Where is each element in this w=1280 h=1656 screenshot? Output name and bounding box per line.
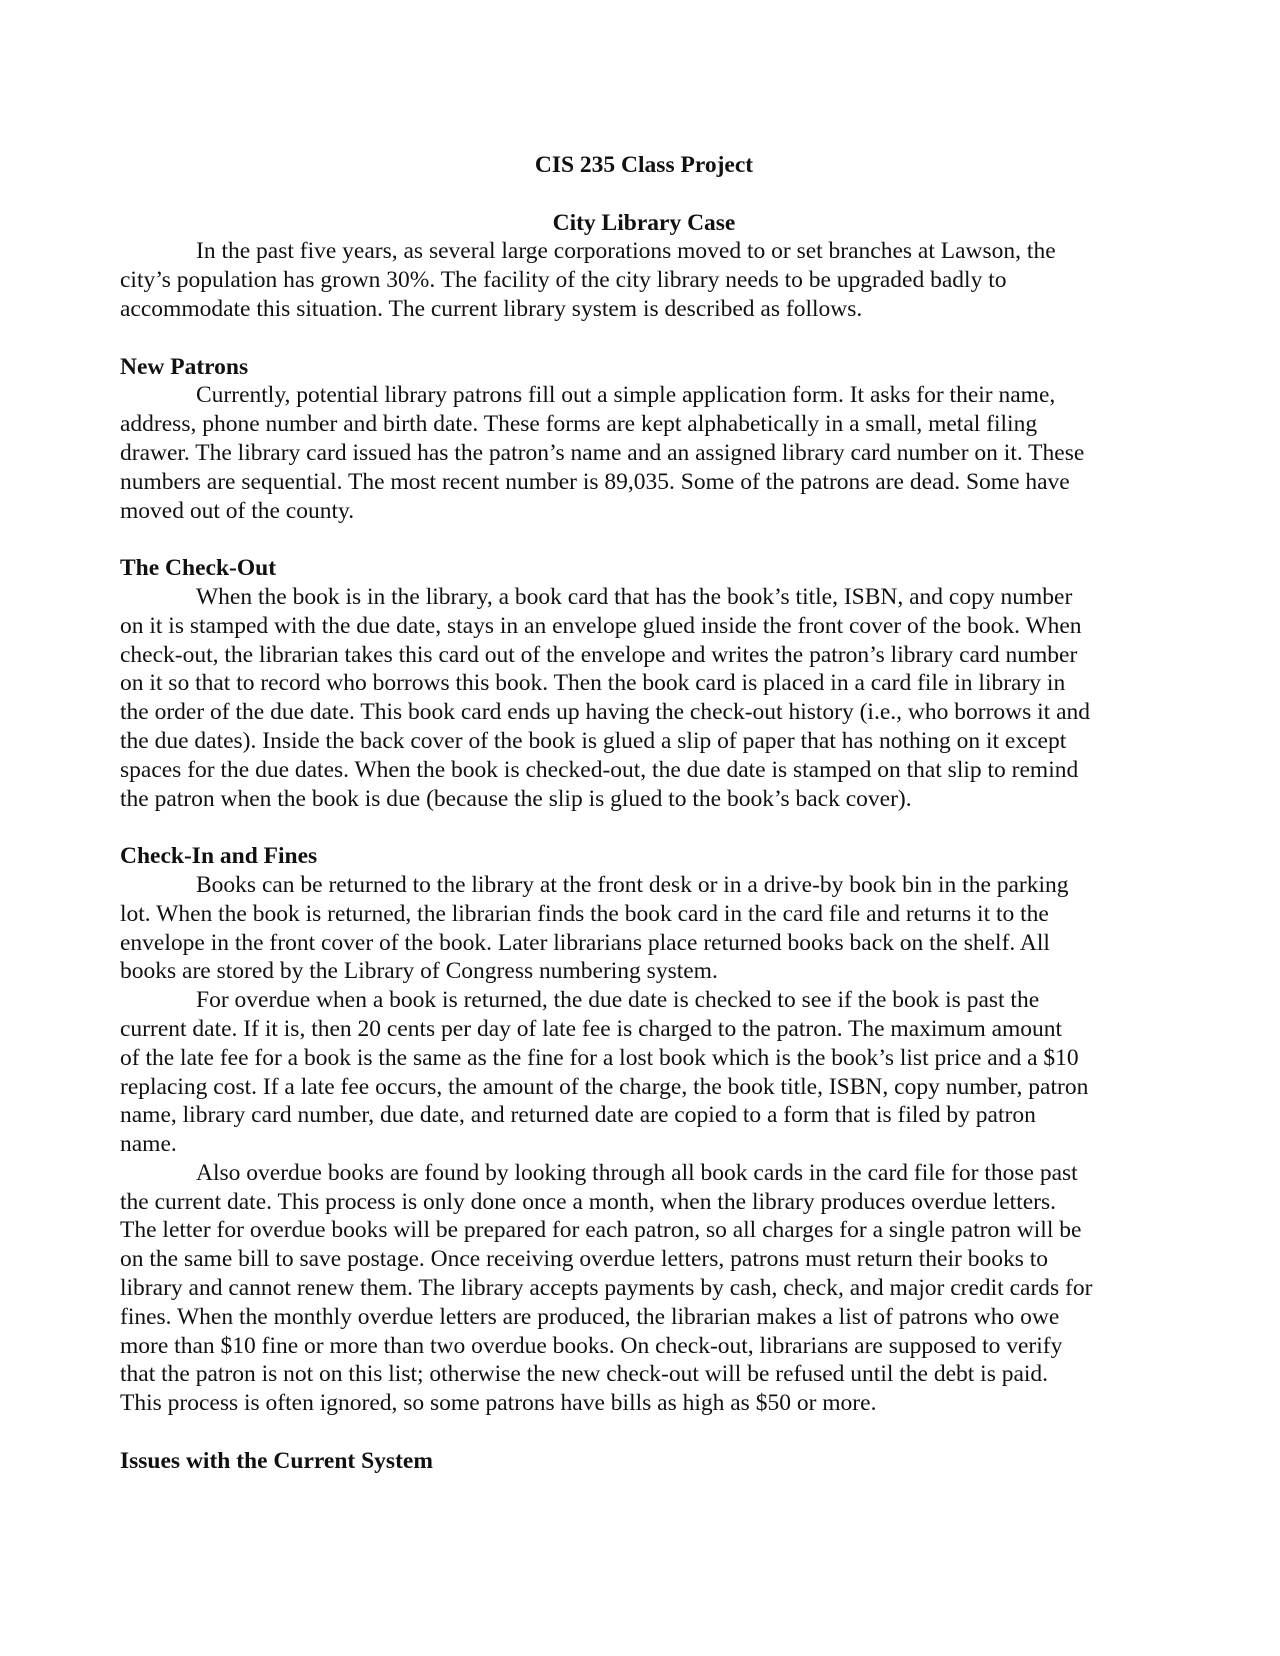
text-line: that the patron is not on this list; otherwise the new check-out will be refused until the debt is paid. bbox=[120, 1361, 1049, 1388]
text-line: lot. When the book is returned, the librarian finds the book card in the card file and returns it to the bbox=[120, 900, 1049, 927]
text-line: on the same bill to save postage. Once receiving overdue letters, patrons must return their books to bbox=[120, 1246, 1048, 1273]
text-line: Currently, potential library patrons fill out a simple application form. It asks for their name, bbox=[196, 382, 1056, 409]
text-line: Books can be returned to the library at the front desk or in a drive-by book bin in the parking bbox=[196, 871, 1069, 898]
overdue-letters-paragraph bbox=[120, 1159, 1168, 1418]
document-subtitle: City Library Case bbox=[552, 209, 736, 236]
text-line: library and cannot renew them. The library accepts payments by cash, check, and major credit cards for bbox=[120, 1275, 1093, 1302]
late-fee-paragraph bbox=[120, 986, 1168, 1159]
text-line: current date. If it is, then 20 cents per day of late fee is charged to the patron. The maximum amount bbox=[120, 1015, 1063, 1042]
new-patrons-paragraph bbox=[120, 381, 1168, 525]
text-line: the patron when the book is due (because the slip is glued to the book’s back cover). bbox=[120, 785, 912, 812]
document-body bbox=[120, 151, 1168, 1476]
check-in-paragraph bbox=[120, 871, 1168, 986]
section-heading-check-in-and-fines: Check-In and Fines bbox=[120, 843, 318, 870]
text-line: of the late fee for a book is the same as the fine for a lost book which is the book’s list price and a $10 bbox=[120, 1044, 1079, 1071]
text-line: numbers are sequential. The most recent number is 89,035. Some of the patrons are dead. Some have bbox=[120, 468, 1070, 495]
text-line: When the book is in the library, a book card that has the book’s title, ISBN, and copy number bbox=[196, 583, 1073, 610]
text-line: check-out, the librarian takes this card out of the envelope and writes the patron’s library card number bbox=[120, 641, 1078, 668]
text-line: city’s population has grown 30%. The facility of the city library needs to be upgraded badly to bbox=[120, 267, 1007, 294]
text-line: the current date. This process is only done once a month, when the library produces overdue letters. bbox=[120, 1188, 1057, 1215]
text-line: more than $10 fine or more than two overdue books. On check-out, librarians are supposed to verify bbox=[120, 1332, 1063, 1359]
text-line: books are stored by the Library of Congress numbering system. bbox=[120, 958, 718, 985]
text-line: spaces for the due dates. When the book is checked-out, the due date is stamped on that slip to remind bbox=[120, 756, 1079, 783]
text-line: the order of the due date. This book card ends up having the check-out history (i.e., who borrows it and bbox=[120, 699, 1090, 726]
text-line: address, phone number and birth date. These forms are kept alphabetically in a small, metal filing bbox=[120, 411, 1038, 438]
text-line: on it is stamped with the due date, stays in an envelope glued inside the front cover of the book. When bbox=[120, 612, 1082, 639]
text-line: name, library card number, due date, and returned date are copied to a form that is filed by patron bbox=[120, 1102, 1036, 1129]
section-heading-issues: Issues with the Current System bbox=[120, 1447, 433, 1474]
text-line: moved out of the county. bbox=[120, 497, 355, 524]
intro-paragraph bbox=[120, 237, 1168, 323]
text-line: Also overdue books are found by looking through all book cards in the card file for those past bbox=[196, 1159, 1078, 1186]
text-line: accommodate this situation. The current library system is described as follows. bbox=[120, 295, 863, 322]
text-line: drawer. The library card issued has the patron’s name and an assigned library card number on it. These bbox=[120, 439, 1085, 466]
text-line: For overdue when a book is returned, the due date is checked to see if the book is past the bbox=[196, 987, 1040, 1014]
text-line: fines. When the monthly overdue letters are produced, the librarian makes a list of patrons who owe bbox=[120, 1303, 1060, 1330]
text-line: on it so that to record who borrows this book. Then the book card is placed in a card file in library in bbox=[120, 670, 1066, 697]
text-line: the due dates). Inside the back cover of the book is glued a slip of paper that has nothing on it except bbox=[120, 727, 1067, 754]
text-line: In the past five years, as several large corporations moved to or set branches at Lawson, the bbox=[196, 238, 1056, 265]
section-heading-new-patrons: New Patrons bbox=[120, 353, 249, 380]
text-line: envelope in the front cover of the book. Later librarians place returned books back on the shelf. All bbox=[120, 929, 1050, 956]
text-line: The letter for overdue books will be prepared for each patron, so all charges for a single patron will be bbox=[120, 1217, 1082, 1244]
text-line: name. bbox=[120, 1131, 177, 1158]
text-line: This process is often ignored, so some patrons have bills as high as $50 or more. bbox=[120, 1390, 877, 1417]
text-line: replacing cost. If a late fee occurs, the amount of the charge, the book title, ISBN, copy number, patron bbox=[120, 1073, 1089, 1100]
section-heading-check-out: The Check-Out bbox=[120, 555, 277, 582]
check-out-paragraph bbox=[120, 583, 1168, 813]
document-title: CIS 235 Class Project bbox=[534, 152, 754, 178]
